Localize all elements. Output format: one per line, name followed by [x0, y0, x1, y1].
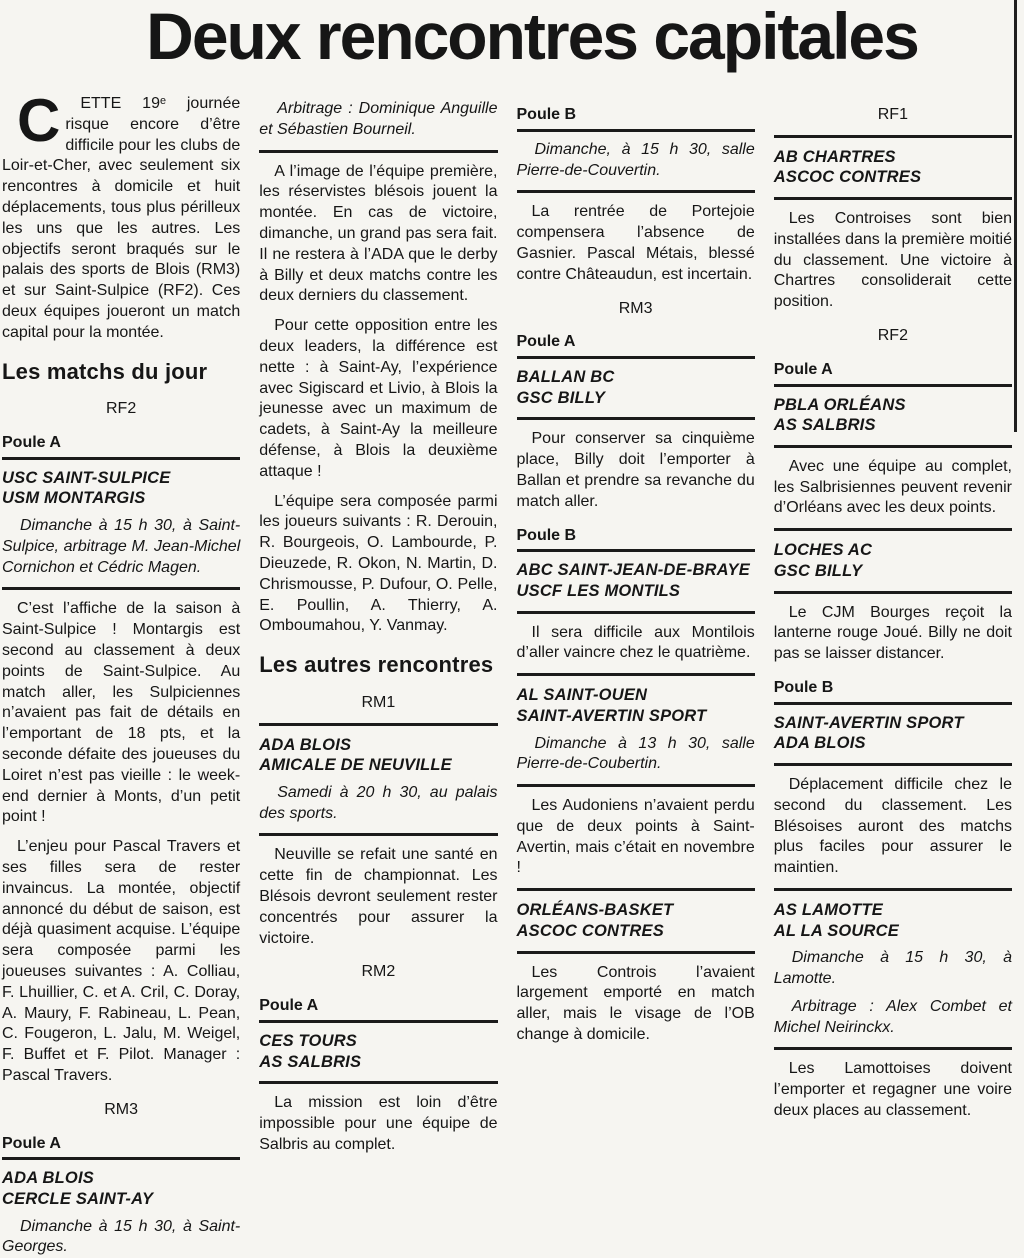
column-3 — [517, 92, 755, 1258]
match-rule-top — [517, 888, 755, 891]
match-rule-top — [774, 888, 1012, 891]
paragraph: Il sera difficile aux Montilois d’aller vaincre chez le quatrième. — [516, 623, 755, 662]
team-name: AL SAINT-OUEN — [516, 686, 648, 705]
match-info: Dimanche à 13 h 30, salle Pierre-de-Coubertin. — [516, 734, 755, 773]
team-name: BALLAN BC — [516, 368, 615, 387]
team-name: AB CHARTRES — [773, 147, 896, 166]
team-name: USM MONTARGIS — [2, 489, 146, 508]
team-name: GSC BILLY — [773, 561, 863, 580]
team-name: ABC SAINT-JEAN-DE-BRAYE — [516, 561, 750, 580]
paragraph: Déplacement difficile chez le second du classement. Les Blésoises auront des matchs plus faciles pour assurer le maintien. — [773, 775, 1012, 877]
paragraph: L’enjeu pour Pascal Travers et ses filles sera de rester invaincus. La montée, objectif annoncé du début de saison, est déjà quasiment acquise. L’équipe sera composée parmi les joueuses suivantes : A. Colliau, F. Lhuillier, C. et A. Cril, C. Doray, A. Maury, F. Rabineau, L. Pean, C. Fougeron, L. Jalu, M. Weigel, F. Buffet et F. Pilot. Manager : Pascal Travers. — [2, 838, 241, 1084]
team-name: ASCOC CONTRES — [516, 921, 664, 940]
match-teams — [774, 540, 1012, 581]
paragraph: C’est l’affiche de la saison à Saint-Sulpice ! Montargis est second au classement à deux points de Saint-Sulpice. Au match aller, les Sulpiciennes n’avaient pas fait de détails en l’emportant de 18 pts, et la seconde défaite des joueuses du Loiret n’est pas vieille : le week-end dernier à Monts, d’un petit point ! — [2, 600, 241, 826]
team-name: GSC BILLY — [516, 388, 606, 407]
paragraph: A l’image de l’équipe première, les réservistes blésois jouent la montée. En cas de victoire, dimanche, un grand pas sera fait. Il ne restera à l’ADA que le derby à Billy et deux matchs contre les deux derniers du classement. — [259, 162, 498, 305]
match-block — [2, 1168, 240, 1258]
team-name: USC SAINT-SULPICE — [2, 468, 171, 487]
poule-rule — [2, 1157, 240, 1160]
info-rule-bottom — [259, 150, 497, 153]
poule-label — [259, 996, 497, 1023]
column-1 — [2, 87, 241, 1258]
match-teams — [259, 1031, 497, 1072]
match-rule-bottom — [259, 833, 497, 836]
match-rule-top — [517, 673, 755, 676]
info-rule-bottom — [517, 190, 755, 193]
team-name: CERCLE SAINT-AY — [2, 1189, 154, 1208]
division-label: RM2 — [361, 963, 396, 981]
match-info: Arbitrage : Dominique Anguille et Sébastien Bourneil. — [259, 100, 498, 138]
article-columns — [0, 88, 1024, 1258]
division-label: RM3 — [618, 299, 653, 317]
match-rule-bottom — [774, 197, 1012, 200]
paragraph: Les Controis l’avaient largement emporté en match aller, mais le visage de l’OB change à domicile. — [516, 963, 755, 1043]
match-block — [2, 468, 240, 591]
paragraph: La mission est loin d’être impossible pour une équipe de Salbris au complet. — [259, 1094, 498, 1153]
poule-rule — [517, 356, 755, 359]
team-name: SAINT-AVERTIN SPORT — [516, 706, 707, 725]
match-info: Arbitrage : Alex Combet et Michel Neirinckx. — [773, 997, 1012, 1036]
column-4 — [774, 92, 1012, 1258]
lead-text: ETTE 19ᵉ journée risque encore d’être difficile pour les clubs de Loir-et-Cher, avec seulement six rencontres à domicile et huit déplacements, tous plus périlleux les uns que les autres. Les objectifs seront braqués sur le palais des sports de Blois (RM3) et sur Saint-Sulpice (RF2). Ces deux équipes joueront un match capital pour la montée. — [2, 95, 241, 341]
team-name: AMICALE DE NEUVILLE — [259, 756, 452, 775]
match-block — [259, 723, 497, 837]
poule-label-text: Poule B — [516, 526, 577, 544]
match-rule-bottom — [517, 611, 755, 614]
team-name: AS SALBRIS — [259, 1052, 362, 1071]
match-teams — [2, 1168, 240, 1209]
match-rule-bottom — [774, 763, 1012, 766]
masthead — [0, 0, 1024, 88]
info-block — [259, 99, 497, 153]
match-info: Samedi à 20 h 30, au palais des sports. — [259, 783, 498, 822]
match-teams — [517, 560, 755, 601]
team-name: AS LAMOTTE — [773, 900, 883, 919]
division-label: RM3 — [104, 1100, 139, 1118]
division-label: RF2 — [106, 400, 137, 418]
match-rule-bottom — [259, 1081, 497, 1084]
match-block — [517, 888, 755, 953]
team-name: LOCHES AC — [773, 541, 873, 560]
info-block — [517, 140, 755, 194]
poule-rule — [2, 457, 240, 460]
team-name: ASCOC CONTRES — [773, 168, 922, 187]
lead-paragraph — [2, 87, 241, 344]
match-info: Dimanche à 15 h 30, à Saint-Georges. — [2, 1217, 241, 1256]
match-rule-bottom — [774, 591, 1012, 594]
match-rule-bottom — [517, 784, 755, 787]
team-name: ADA BLOIS — [259, 735, 352, 754]
division-label: RM1 — [361, 693, 396, 711]
match-teams — [517, 900, 755, 941]
match-block — [259, 1031, 497, 1084]
column-divider-line — [1014, 0, 1017, 432]
paragraph: La rentrée de Portejoie compensera l’absence de Gasnier. Pascal Métais, blessé contre Châteaudun, est incertain. — [516, 203, 755, 283]
paragraph: Le CJM Bourges reçoit la lanterne rouge Joué. Billy ne doit pas se laisser distancer. — [773, 603, 1012, 663]
poule-label-text: Poule A — [2, 433, 61, 451]
match-block — [517, 367, 755, 420]
poule-label — [774, 360, 1012, 387]
poule-label — [774, 678, 1012, 705]
poule-label — [517, 526, 755, 553]
match-rule-top — [259, 723, 497, 726]
paragraph: Les Lamottoises doivent l’emporter et regagner une voire deux places au classement. — [773, 1060, 1012, 1119]
poule-label-text: Poule B — [516, 106, 577, 123]
poule-label-text: Poule A — [773, 360, 833, 378]
poule-label — [2, 433, 240, 460]
poule-label-text: Poule B — [773, 678, 834, 696]
paragraph: Pour conserver sa cinquième place, Billy doit l’emporter à Ballan et prendre sa revanche du match aller. — [516, 430, 755, 510]
team-name: ORLÉANS-BASKET — [516, 901, 674, 920]
paragraph: L’équipe sera composée parmi les joueurs suivants : R. Derouin, R. Bourgeois, O. Lambourde, P. Dieuzede, R. Okon, N. Martin, D. Chrismousse, P. Dufour, O. Pelle, E. Poullin, A. Thierry, A. Omboumahou, Y. Vanmay. — [259, 492, 498, 635]
poule-rule — [517, 549, 755, 552]
match-teams — [774, 395, 1012, 436]
paragraph: Avec une équipe au complet, les Salbrisiennes peuvent revenir d’Orléans avec les deux points. — [773, 457, 1012, 517]
poule-rule — [517, 129, 755, 132]
article-title: Deux rencontres capitales — [146, 0, 918, 73]
match-teams — [774, 900, 1012, 941]
match-rule-bottom — [2, 587, 240, 590]
section-heading: Les matchs du jour — [2, 358, 208, 384]
match-teams — [259, 735, 497, 776]
team-name: SAINT-AVERTIN SPORT — [773, 713, 964, 732]
poule-label — [2, 1134, 240, 1161]
poule-label — [517, 332, 755, 359]
match-rule-bottom — [774, 1047, 1012, 1050]
paragraph: Neuville se refait une santé en cette fin de championnat. Les Blésois devront seulement rester concentrés pour assurer la victoire. — [259, 846, 498, 947]
match-info: Dimanche à 15 h 30, à Saint-Sulpice, arbitrage M. Jean-Michel Cornichon et Cédric Magen. — [2, 517, 241, 576]
poule-rule — [259, 1020, 497, 1023]
team-name: PBLA ORLÉANS — [773, 395, 906, 414]
match-teams — [517, 367, 755, 408]
poule-label-text: Poule A — [2, 1134, 61, 1152]
paragraph: Les Audoniens n’avaient perdu que de deux points à Saint-Avertin, mais c’était en novembre ! — [516, 797, 755, 877]
drop-cap: C — [17, 87, 61, 154]
poule-rule — [774, 702, 1012, 705]
poule-label-text: Poule A — [516, 333, 576, 351]
division-label: RF1 — [877, 106, 908, 123]
match-rule-bottom — [517, 951, 755, 954]
team-name: CES TOURS — [259, 1031, 358, 1050]
team-name: AS SALBRIS — [773, 416, 876, 435]
match-teams — [774, 147, 1012, 188]
poule-rule — [774, 384, 1012, 387]
match-rule-top — [774, 528, 1012, 531]
match-block — [774, 135, 1012, 200]
team-name: AL LA SOURCE — [773, 921, 899, 940]
match-block — [774, 395, 1012, 448]
column-2 — [259, 92, 497, 1258]
team-name: USCF LES MONTILS — [516, 582, 681, 601]
match-block — [774, 888, 1012, 1050]
team-name: ADA BLOIS — [773, 734, 866, 753]
division-label: RF2 — [877, 327, 908, 345]
match-block — [774, 528, 1012, 593]
section-heading: Les autres rencontres — [259, 652, 494, 678]
team-name: ADA BLOIS — [2, 1169, 94, 1188]
match-rule-bottom — [517, 417, 755, 420]
match-info: Dimanche à 15 h 30, à Lamotte. — [773, 949, 1012, 987]
match-teams — [774, 713, 1012, 754]
match-teams — [2, 468, 240, 509]
paragraph: Les Controises sont bien installées dans la première moitié du classement. Une victoire à Chartres consoliderait cette position. — [773, 210, 1012, 311]
match-info: Dimanche, à 15 h 30, salle Pierre-de-Couvertin. — [516, 140, 755, 179]
match-rule-bottom — [774, 445, 1012, 448]
poule-label-text: Poule A — [259, 997, 319, 1015]
poule-label — [517, 105, 755, 132]
paragraph: Pour cette opposition entre les deux leaders, la différence est nette : à Saint-Ay, l’expérience avec Sigiscard et Livio, à Blois la jeunesse avec un maximum de cadets, à Saint-Ay la meilleure défense, à Blois la deuxième attaque ! — [259, 317, 498, 480]
match-block — [517, 560, 755, 613]
match-teams — [517, 685, 755, 726]
match-block — [517, 673, 755, 787]
match-block — [774, 713, 1012, 766]
match-rule-top — [774, 135, 1012, 138]
